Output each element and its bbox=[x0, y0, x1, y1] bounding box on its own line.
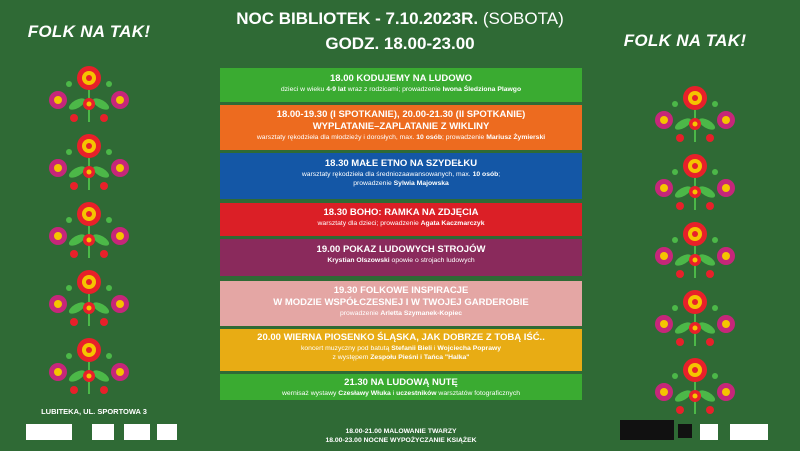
schedule-item bbox=[220, 68, 582, 102]
schedule-item-title: 20.00 WIERNA PIOSENKO ŚLĄSKA, JAK DOBRZE Z TOBĄ IŚĆ.. bbox=[257, 332, 545, 343]
event-hours: GODZ. 18.00-23.00 bbox=[325, 34, 475, 53]
sponsor-logo bbox=[157, 424, 177, 440]
schedule-item-desc: Krystian Olszowski opowie o strojach ludowych bbox=[327, 257, 475, 264]
schedule-item-desc: warsztaty rękodzieła dla młodzieży i dorosłych, max. 10 osób; prowadzenie Mariusz Żymierski bbox=[256, 134, 546, 141]
schedule-item-desc: dzieci w wieku 4-9 lat wraz z rodzicami; prowadzenie Iwona Śledziona Plawgo bbox=[280, 86, 522, 93]
schedule-item-desc2: z występem Zespołu Pieśni i Tańca "Halka" bbox=[332, 354, 470, 361]
schedule-item-desc2: prowadzenie Sylwia Majowska bbox=[353, 180, 449, 187]
schedule-item-title: 18.00-19.30 (I SPOTKANIE), 20.00-21.30 (II SPOTKANIE) bbox=[276, 109, 526, 120]
folk-flower-icon bbox=[650, 284, 740, 350]
schedule-item-title: 19.30 FOLKOWE INSPIRACJE bbox=[333, 285, 469, 296]
schedule-item bbox=[220, 239, 582, 276]
folk-flower-icon bbox=[650, 352, 740, 418]
folk-flower-icon bbox=[44, 60, 134, 126]
schedule-item-title: 19.00 POKAZ LUDOWYCH STROJÓW bbox=[316, 244, 486, 255]
sponsor-logo bbox=[92, 424, 114, 440]
schedule-item bbox=[220, 203, 582, 236]
schedule-item-title: 21.30 NA LUDOWĄ NUTĘ bbox=[344, 377, 458, 388]
schedule-item-title2: WYPLATANIE–ZAPLATANIE Z WIKLINY bbox=[312, 121, 490, 132]
event-date: NOC BIBLIOTEK - 7.10.2023R. bbox=[236, 9, 479, 28]
extra-activities bbox=[220, 427, 582, 445]
schedule-item bbox=[220, 153, 582, 199]
schedule-item-desc: warsztaty rękodzieła dla średniozaawansowanych, max. 10 osób; bbox=[301, 171, 501, 178]
folk-flower-icon bbox=[44, 128, 134, 194]
folk-flower-icon bbox=[650, 148, 740, 214]
schedule-item-desc: wernisaż wystawy Czesławy Włuka i uczestników warsztatów fotograficznych bbox=[282, 390, 520, 397]
schedule-item-title2: W MODZIE WSPÓŁCZESNEJ I W TWOJEJ GARDEROBIE bbox=[273, 297, 529, 308]
folk-flower-icon bbox=[650, 80, 740, 146]
sponsor-logo bbox=[700, 424, 718, 440]
folk-flower-icon bbox=[44, 196, 134, 262]
schedule-item bbox=[220, 374, 582, 400]
schedule-item-desc: warsztaty dla dzieci; prowadzenie Agata Kaczmarczyk bbox=[317, 220, 485, 227]
schedule-item bbox=[220, 329, 582, 371]
sponsor-logo bbox=[678, 424, 692, 438]
schedule bbox=[220, 63, 582, 400]
schedule-item-desc: koncert muzyczny pod batutą Stefanii Bieli i Wojciecha Poprawy bbox=[300, 345, 502, 352]
event-title bbox=[215, 9, 585, 29]
schedule-item bbox=[220, 281, 582, 326]
schedule-item-desc: prowadzenie Arletta Szymanek-Kopiec bbox=[339, 310, 463, 317]
schedule-item-title: 18.30 MAŁE ETNO NA SZYDEŁKU bbox=[324, 158, 478, 169]
folk-flower-icon bbox=[650, 216, 740, 282]
schedule-item-title: 18.00 KODUJEMY NA LUDOWO bbox=[330, 73, 472, 84]
sponsor-logo bbox=[26, 424, 72, 440]
folk-title-right: FOLK NA TAK! bbox=[623, 31, 747, 50]
event-day: (SOBOTA) bbox=[482, 9, 564, 28]
sponsor-logo bbox=[124, 424, 150, 440]
schedule-item bbox=[220, 105, 582, 150]
folk-title-left: FOLK NA TAK! bbox=[27, 22, 151, 41]
folk-flower-icon bbox=[44, 264, 134, 330]
schedule-item-title: 18.30 BOHO: RAMKA NA ZDJĘCIA bbox=[323, 207, 479, 218]
folk-flower-icon bbox=[44, 332, 134, 398]
folk-ornament-left bbox=[44, 60, 134, 390]
folk-ornament-right bbox=[650, 80, 740, 420]
sponsor-logo bbox=[730, 424, 768, 440]
extra-activity-2: 18.00-23.00 NOCNE WYPOŻYCZANIE KSIĄŻEK bbox=[325, 437, 477, 444]
extra-activity-1: 18.00-21.00 MALOWANIE TWARZY bbox=[345, 428, 457, 435]
sponsor-logo bbox=[620, 420, 674, 440]
venue-address: LUBITEKA, UL. SPORTOWA 3 bbox=[41, 407, 147, 416]
